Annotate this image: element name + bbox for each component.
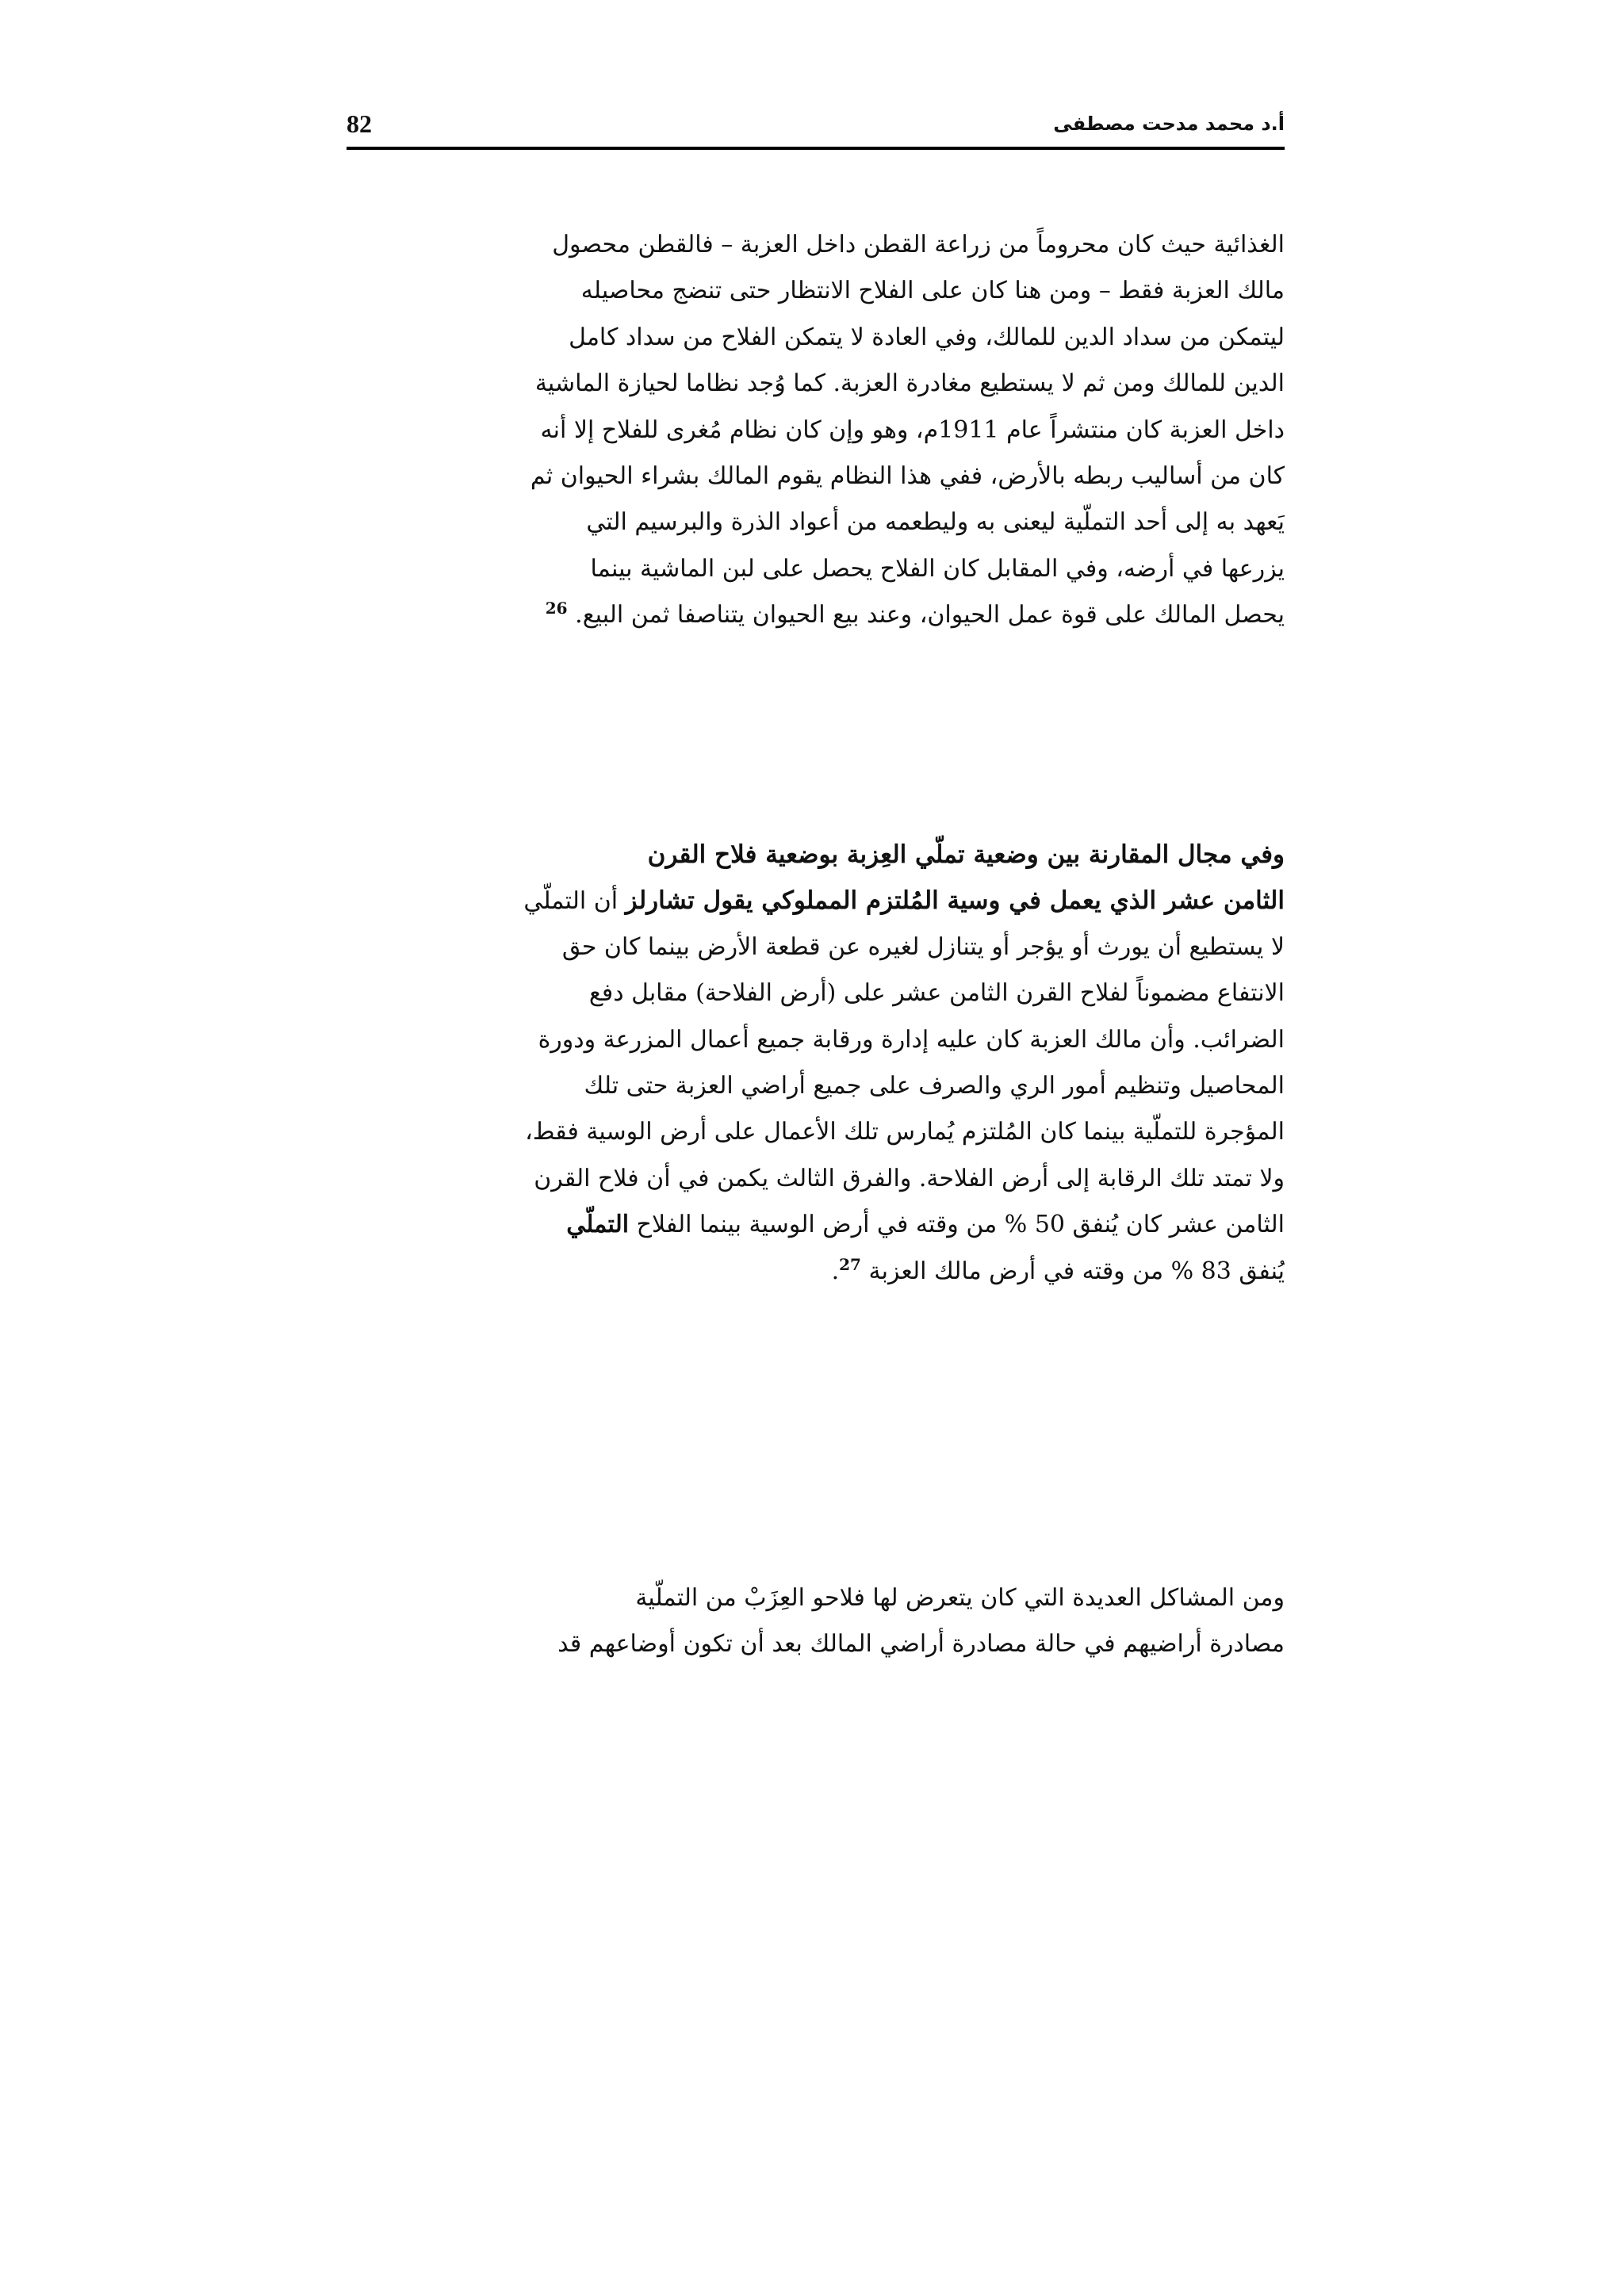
text-line: الانتفاع مضموناً لفلاح القرن الثامن عشر على (أرض الفلاحة) مقابل دفع: [588, 979, 1285, 1008]
paragraph-2: [347, 832, 1285, 1295]
paragraph-1: [347, 222, 1285, 639]
footnote-reference: 26: [545, 599, 568, 618]
text-line: داخل العزبة كان منتشراً عام 1911م، وهو وإن كان نظام مُغرى للفلاح إلا أنه: [540, 415, 1285, 444]
heading-line: وفي مجال المقارنة بين وضعية تملّي العِزبة بوضعية فلاح القرن: [647, 840, 1285, 869]
paragraph-3: [347, 1575, 1285, 1668]
text-line: يحصل المالك على قوة عمل الحيوان، وعند بيع الحيوان يتناصفا ثمن البيع.: [575, 601, 1285, 629]
text-line: مالك العزبة فقط – ومن هنا كان على الفلاح الانتظار حتى تنضج محاصيله: [580, 277, 1285, 305]
text-line-with-footnote: يُنفق 83 % من وقته في أرض مالك العزبة $^{27}$.: [831, 1254, 1285, 1285]
text-line: يُنفق 83 % من وقته في أرض مالك العزبة: [868, 1257, 1285, 1285]
text-line: مصادرة أراضيهم في حالة مصادرة أراضي المالك بعد أن تكون أوضاعهم قد: [557, 1630, 1285, 1659]
text-line: يَعهد به إلى أحد التملّية ليعنى به وليطعمه من أعواد الذرة والبرسيم التي: [586, 508, 1285, 537]
header-rule: [347, 147, 1285, 150]
bold-term: التملّي: [566, 1211, 630, 1239]
text-line: الدين للمالك ومن ثم لا يستطيع مغادرة العزبة. كما وُجد نظاما لحيازة الماشية: [534, 369, 1285, 398]
text-line: الضرائب. وأن مالك العزبة كان عليه إدارة ورقابة جميع أعمال المزرعة ودورة: [538, 1025, 1285, 1054]
text-fragment: الثامن عشر كان يُنفق 50 % من وقته في أرض الوسية بينما الفلاح: [636, 1211, 1285, 1239]
footnote-reference: 27: [839, 1254, 861, 1274]
text-line-with-footnote: [347, 592, 1285, 638]
text-line: كان من أساليب ربطه بالأرض، ففي هذا النظام يقوم المالك بشراء الحيوان ثم: [530, 461, 1285, 490]
text-line: المؤجرة للتملّية بينما كان المُلتزم يُمارس تلك الأعمال على أرض الوسية فقط،: [525, 1118, 1285, 1146]
text-line: لا يستطيع أن يورث أو يؤجر أو يتنازل لغيره عن قطعة الأرض بينما كان حق: [561, 932, 1285, 961]
text-line: الغذائية حيث كان محروماً من زراعة القطن داخل العزبة – فالقطن محصول: [552, 231, 1285, 258]
text-line: ليتمكن من سداد الدين للمالك، وفي العادة لا يتمكن الفلاح من سداد كامل: [569, 323, 1285, 351]
text-line: يزرعها في أرضه، وفي المقابل كان الفلاح يحصل على لبن الماشية بينما: [590, 554, 1285, 583]
author-name: أ.د محمد مدحت مصطفى: [1053, 113, 1285, 135]
page-number: 82: [347, 109, 372, 138]
running-header: [347, 101, 1285, 149]
text-fragment: أن التملّي: [523, 887, 619, 916]
text-line-with-bold-word: [347, 1202, 1285, 1248]
heading-line-mixed: [347, 878, 1285, 924]
text-line: ومن المشاكل العديدة التي كان يتعرض لها فلاحو العِزَبْ من التملّية: [635, 1584, 1285, 1612]
heading-line: الثامن عشر الذي يعمل في وسية المُلتزم المملوكي يقول تشارلز: [625, 886, 1285, 916]
text-line: المحاصيل وتنظيم أمور الري والصرف على جميع أراضي العزبة حتى تلك: [584, 1071, 1285, 1100]
text-line: ولا تمتد تلك الرقابة إلى أرض الفلاحة. والفرق الثالث يكمن في أن فلاح القرن: [534, 1164, 1285, 1192]
